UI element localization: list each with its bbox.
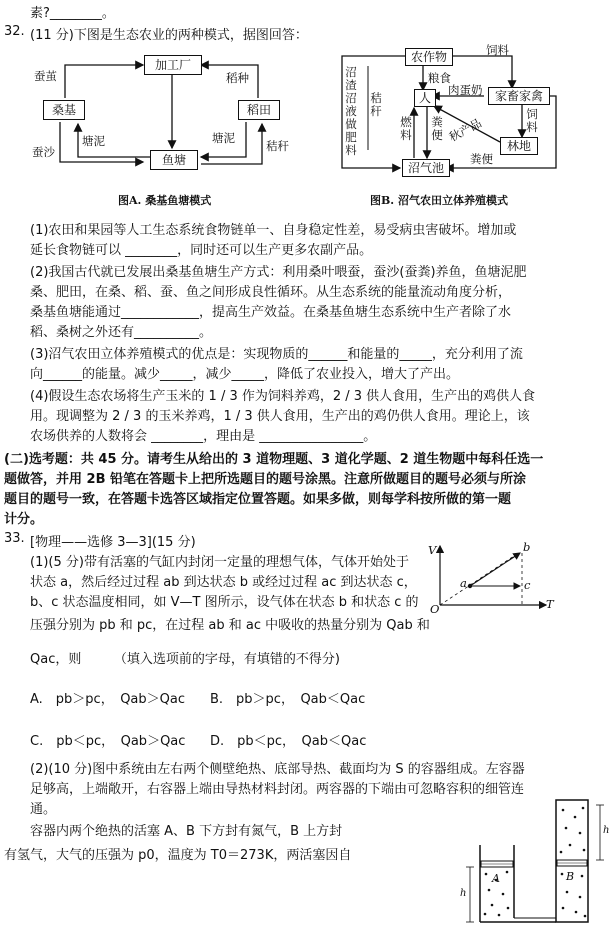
section-2-line: 题做答，并用 2B 铅笔在答题卡上把所选题目的题号涂黑。注意所做题目的题号必须与所涂 <box>4 472 527 487</box>
q33-p1-line: (1)(5 分)带有活塞的气缸内封闭一定量的理想气体，气体开始处于 <box>30 555 409 570</box>
question-32-stem: (11 分)下图是生态农业的两种模式，据图回答： <box>30 28 308 43</box>
q33-p1-line: 压强分别为 pb 和 pc，在过程 ab 和 ac 中吸收的热量分别为 Qab 和 <box>30 618 430 633</box>
label-byproduct: 秋产品 <box>446 115 484 145</box>
label-pond-mud-left: 塘泥 <box>82 134 105 148</box>
vt-origin: O <box>430 602 440 616</box>
q33-p1-line: 状态 a，然后经过过程 ab 到达状态 b 或经过过程 ac 到达状态 c， <box>30 575 417 590</box>
option-a: A. pb＞pc， Qab＞Qac <box>30 692 185 707</box>
container-label-h-right: h <box>603 825 610 836</box>
question-33-number: 33. <box>4 531 25 546</box>
q33-p2-line: (2)(10 分)图中系统由左右两个侧壁绝热、底部导热、截面均为 S 的容器组成。左容器 <box>30 762 525 777</box>
label-excrement-livestock: 粪便 <box>470 152 493 166</box>
piston-a-label: A <box>492 872 500 885</box>
q32-part-line: (2)我国古代就已发展出桑基鱼塘生产方式：利用桑叶喂蚕，蚕沙(蚕粪)养鱼，鱼塘泥肥 <box>30 265 527 280</box>
q32-part-line: 向______的能量。减少_____，减少_____，降低了农业投入，增大了产出。 <box>30 367 460 382</box>
section-2-line: 题目的题号一致，在答题卡选答区域指定位置答题。如果多做，则每学科按所做的第一题 <box>4 492 512 507</box>
node-biogas: 沼气池 <box>402 159 450 177</box>
option-c: C. pb＜pc， Qab＞Qac <box>30 734 186 749</box>
q32-part-line: 用。现调整为 2 / 3 的玉米养鸡，1 / 3 供人食用，生产出的鸡仍供人食用。理论上，该 <box>30 409 530 424</box>
label-straw-b: 秸秆 <box>370 91 382 118</box>
q33-p2-line: 有氢气，大气的压强为 p0，温度为 T0＝273K，两活塞因自 <box>4 848 352 863</box>
q32-part-line: 桑、肥田，在桑、稻、蚕、鱼之间形成良性循环。从生态系统的能量流动角度分析， <box>30 285 512 300</box>
option-d: D. pb＜pc， Qab＜Qac <box>210 734 367 749</box>
piston-b-label: B <box>566 870 575 883</box>
node-woodland: 林地 <box>500 137 538 155</box>
label-rice-seed: 稻种 <box>226 71 249 85</box>
label-excrement-human: 粪便 <box>431 115 443 142</box>
q33-p1-line: Qac，则 （填入选项前的字母，有填错的不得分) <box>30 652 340 667</box>
label-slurry-fertilizer: 沼渣沼液做肥料 <box>345 65 357 157</box>
figure-a-caption: 图A. 桑基鱼塘模式 <box>118 194 212 207</box>
label-pond-mud-right: 塘泥 <box>212 131 235 145</box>
q33-p2-line: 通。 <box>30 802 57 817</box>
vt-point-c: c <box>524 578 531 592</box>
q32-part-line: 桑基鱼塘能通过____________，提高生产效益。在桑基鱼塘生态系统中生产者除了水 <box>30 305 512 320</box>
label-silkworm-sand: 蚕沙 <box>32 145 55 159</box>
q32-part-line: 稻、桑树之外还有__________。 <box>30 325 213 340</box>
container-label-h-left: h <box>460 888 467 899</box>
label-straw: 秸秆 <box>266 139 289 153</box>
node-livestock: 家畜家禽 <box>488 87 550 105</box>
option-b: B. pb＞pc， Qab＜Qac <box>210 692 366 707</box>
label-feed-vertical: 饲料 <box>526 107 538 134</box>
label-silkworm-cocoon: 蚕茧 <box>34 69 57 83</box>
node-paddy: 稻田 <box>238 100 280 120</box>
node-crops: 农作物 <box>405 48 453 66</box>
q32-part-line: (3)沼气农田立体养殖模式的优点是：实现物质的______和能量的_____，充分利用了流 <box>30 347 523 362</box>
q32-part-line: (4)假设生态农场将生产玉米的 1 / 3 作为饲料养鸡，2 / 3 供人食用，生产出的鸡供人食 <box>30 389 536 404</box>
label-meat-egg-milk: 肉蛋奶 <box>448 83 483 97</box>
node-human: 人 <box>414 89 436 107</box>
vt-axis-t: T <box>546 597 554 611</box>
vt-point-a: a <box>460 576 467 590</box>
label-fuel: 燃料 <box>400 115 412 142</box>
question-33-title: [物理——选修 3—3](15 分) <box>30 535 196 550</box>
vt-axis-v: V <box>428 543 437 557</box>
q33-p2-line: 足够高，上端敞开，右容器上端由导热材料封闭。两容器的下端由可忽略容积的细管连 <box>30 782 525 797</box>
q32-part-line: 农场供养的人数将会 ________，理由是 ________________。 <box>30 429 377 444</box>
previous-question-tail: 素?________。 <box>30 6 115 21</box>
section-2-line: (二)选考题：共 45 分。请考生从给出的 3 道物理题、3 道化学题、2 道生物题中每科任选一 <box>4 452 544 467</box>
section-2-line: 计分。 <box>4 512 44 527</box>
question-32-number: 32. <box>4 24 25 39</box>
q33-p2-line: 容器内两个绝热的活塞 A、B 下方封有氮气，B 上方封 <box>30 824 343 839</box>
node-factory: 加工厂 <box>144 55 202 75</box>
q32-part-line: 延长食物链可以 ________，同时还可以生产更多农副产品。 <box>30 243 373 258</box>
q33-p1-line: b、c 状态温度相同，如 V—T 图所示，设气体在状态 b 和状态 c 的 <box>30 595 419 610</box>
node-fishpond: 鱼塘 <box>150 150 198 170</box>
label-feed: 饲料 <box>486 43 509 57</box>
vt-point-b: b <box>523 540 531 554</box>
node-mulberry: 桑基 <box>43 100 85 120</box>
q32-part-line: (1)农田和果园等人工生态系统食物链单一、自身稳定性差，易受病虫害破坏。增加或 <box>30 223 517 238</box>
figure-b-caption: 图B. 沼气农田立体养殖模式 <box>370 194 508 207</box>
label-grain: 粮食 <box>428 71 451 85</box>
